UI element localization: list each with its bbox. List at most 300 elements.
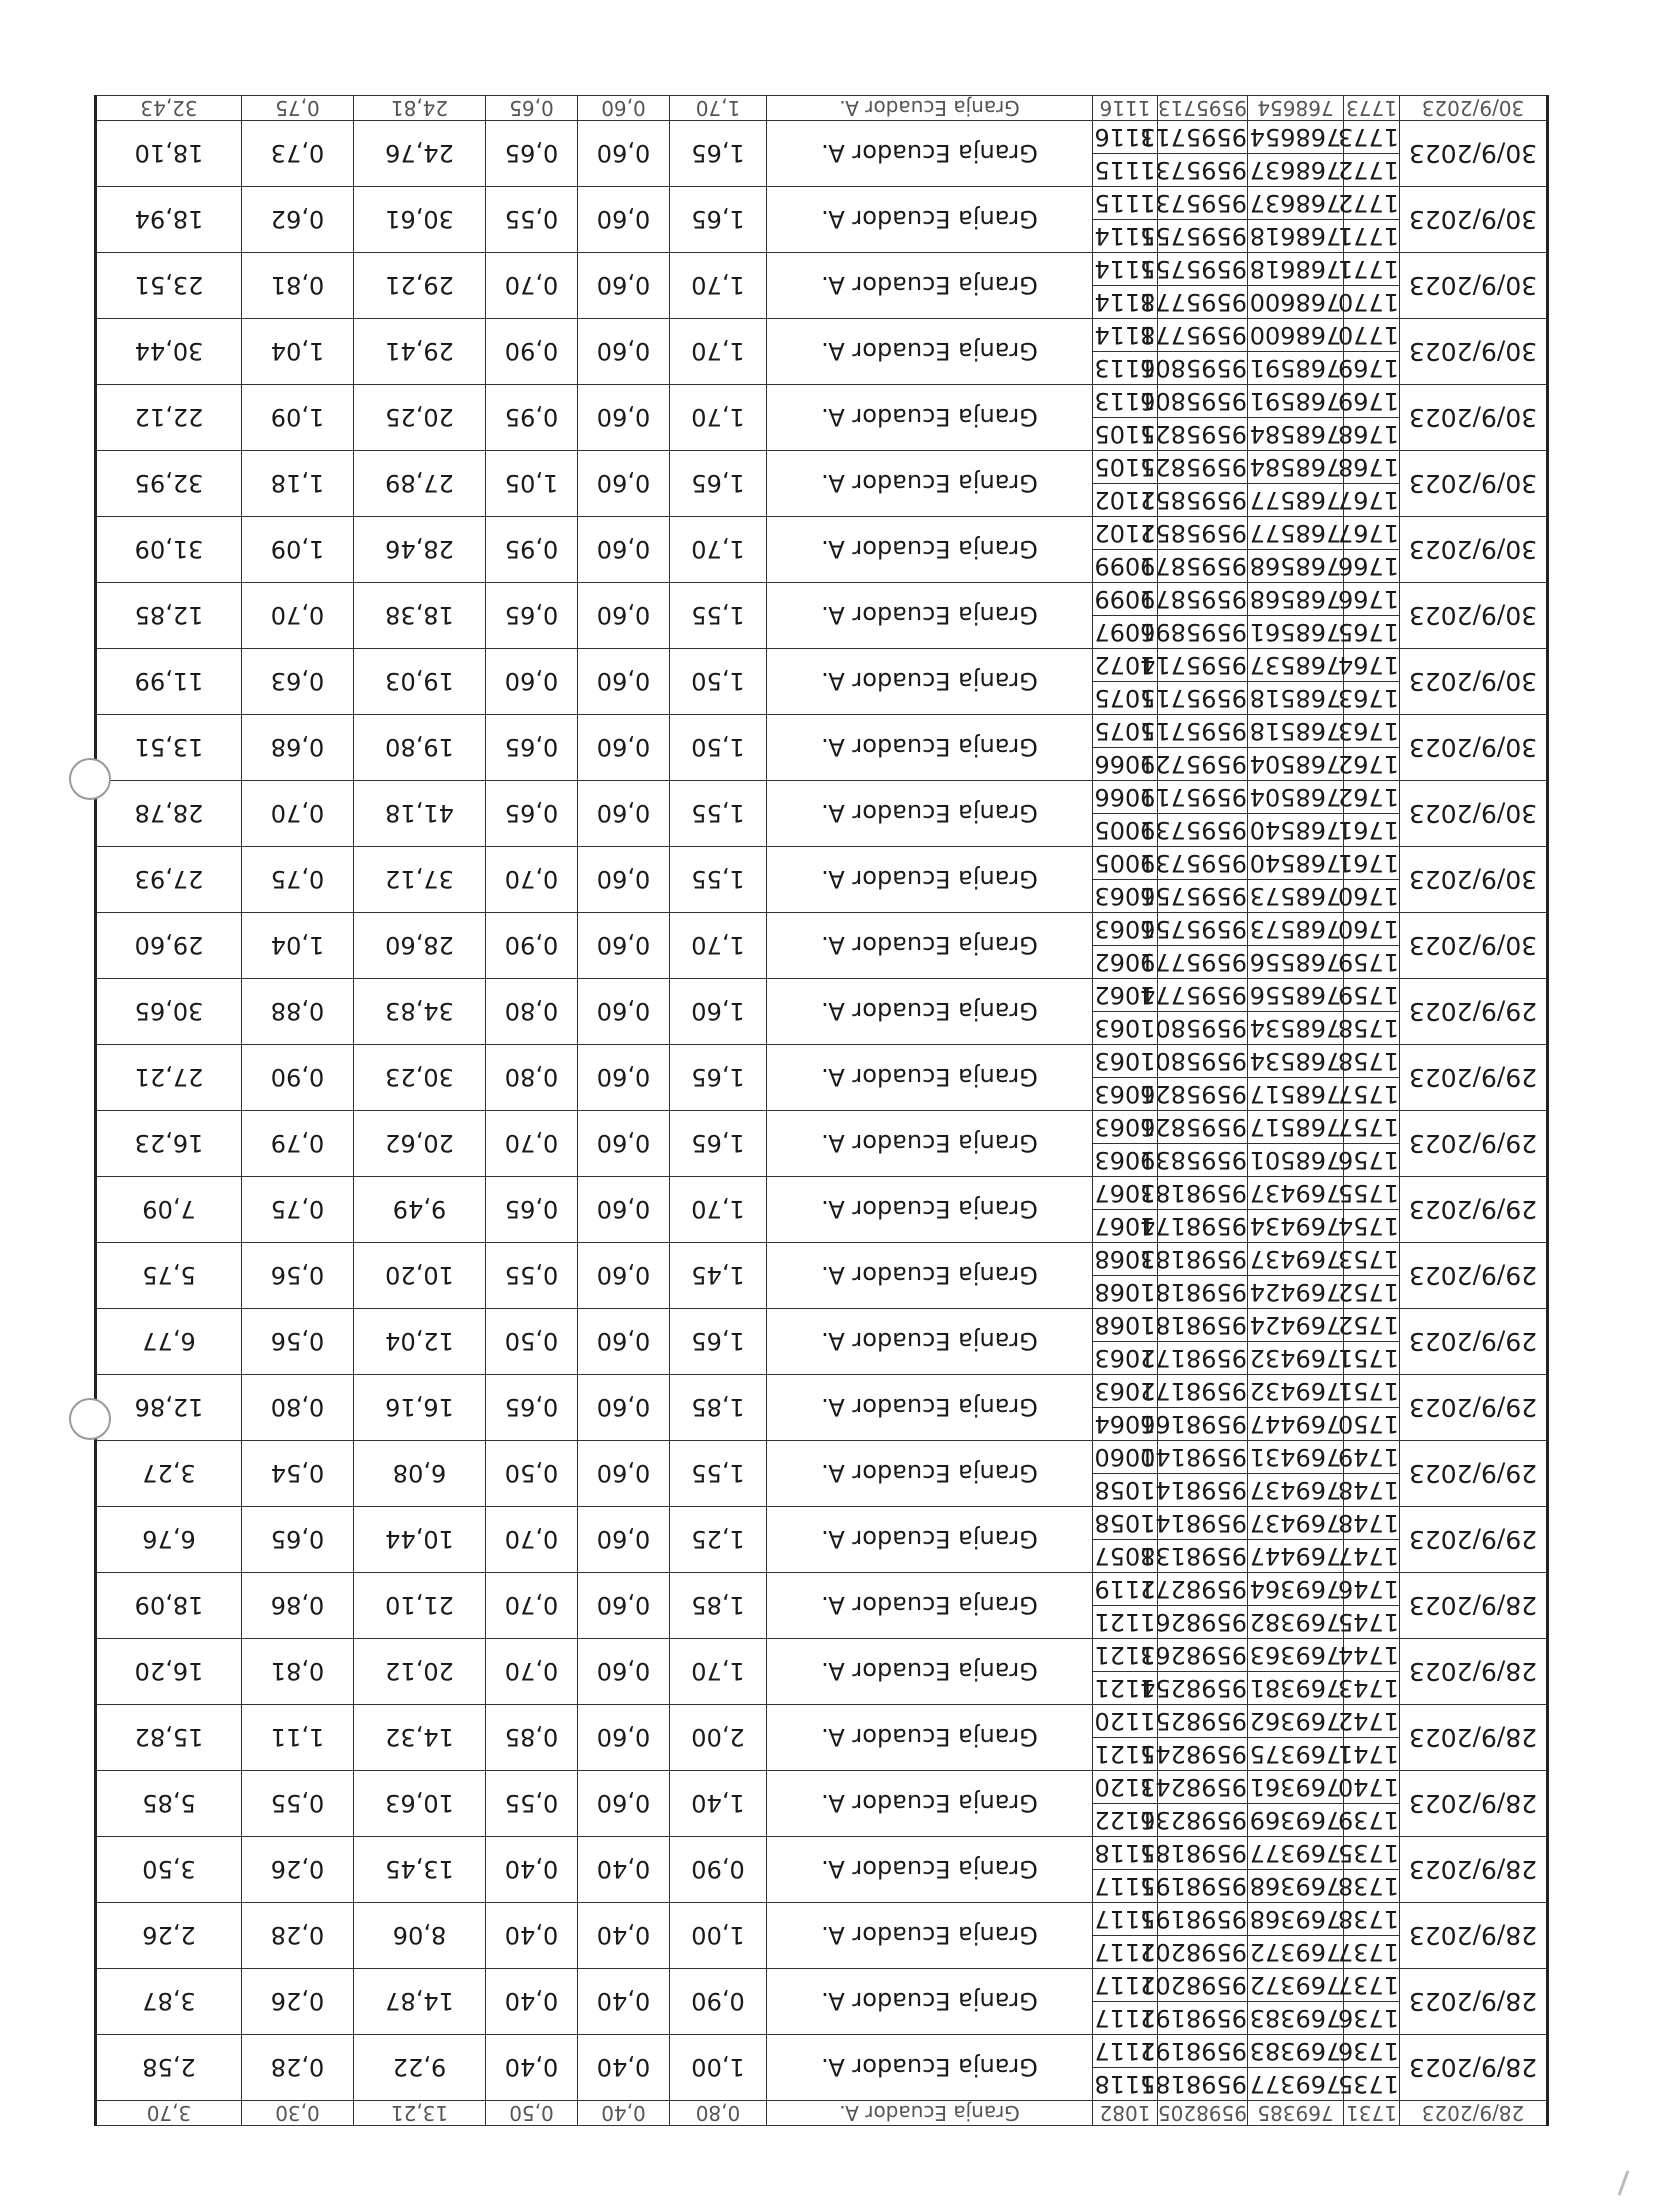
coord-x-cell: 768654 bbox=[1248, 121, 1344, 154]
cell-date: 30/9/2023 bbox=[1400, 96, 1548, 121]
cell-date: 28/9/2023 bbox=[1400, 2101, 1548, 2126]
value-cell-1: 1,55 bbox=[670, 781, 767, 847]
elevation-cell: 1063 bbox=[1093, 1111, 1158, 1144]
value-cell-1: 2,00 bbox=[670, 1705, 767, 1771]
date-cell: 30/9/2023 bbox=[1400, 253, 1548, 319]
value-cell-6: 6,77 bbox=[96, 1309, 242, 1375]
farm-cell: Granja Ecuador A. bbox=[767, 1375, 1093, 1441]
value-cell-5: 1,09 bbox=[242, 517, 354, 583]
point-number-cell: 1736 bbox=[1344, 2002, 1400, 2035]
value-cell-5: 0,28 bbox=[242, 1903, 354, 1969]
point-number-cell: 1742 bbox=[1344, 1705, 1400, 1738]
coord-x-cell: 769432 bbox=[1248, 1342, 1344, 1375]
value-cell-2: 0,60 bbox=[578, 385, 670, 451]
coord-x-cell: 769363 bbox=[1248, 1639, 1344, 1672]
coord-y-cell: 9598254 bbox=[1158, 1672, 1248, 1705]
date-cell: 30/9/2023 bbox=[1400, 715, 1548, 781]
point-number-cell: 1750 bbox=[1344, 1408, 1400, 1441]
point-number-cell: 1768 bbox=[1344, 451, 1400, 484]
value-cell-2: 0,60 bbox=[578, 1309, 670, 1375]
coord-y-cell: 9598183 bbox=[1158, 1243, 1248, 1276]
value-cell-3: 0,65 bbox=[486, 781, 578, 847]
value-cell-6: 18,09 bbox=[96, 1573, 242, 1639]
value-cell-5: 1,18 bbox=[242, 451, 354, 517]
coord-y-cell: 9595755 bbox=[1158, 220, 1248, 253]
elevation-cell: 1066 bbox=[1093, 748, 1158, 781]
elevation-cell: 1063 bbox=[1093, 1045, 1158, 1078]
coord-x-cell: 769382 bbox=[1248, 1606, 1344, 1639]
farm-cell: Granja Ecuador A. bbox=[767, 1969, 1093, 2035]
value-cell-1: 1,70 bbox=[670, 385, 767, 451]
value-cell-3: 0,40 bbox=[486, 1903, 578, 1969]
value-cell-1: 1,65 bbox=[670, 1045, 767, 1111]
value-cell-1: 1,40 bbox=[670, 1771, 767, 1837]
farm-cell: Granja Ecuador A. bbox=[767, 1045, 1093, 1111]
value-cell-5: 0,80 bbox=[242, 1375, 354, 1441]
farm-cell: Granja Ecuador A. bbox=[767, 517, 1093, 583]
value-cell-1: 1,70 bbox=[670, 1177, 767, 1243]
coord-y-cell: 9595714 bbox=[1158, 649, 1248, 682]
value-cell-5: 0,65 bbox=[242, 1507, 354, 1573]
value-cell-1: 1,25 bbox=[670, 1507, 767, 1573]
value-cell-5: 1,04 bbox=[242, 319, 354, 385]
table-row bbox=[96, 1342, 1548, 1375]
coord-y-cell: 9595731 bbox=[1158, 187, 1248, 220]
elevation-cell: 1120 bbox=[1093, 1771, 1158, 1804]
value-cell-6: 29,60 bbox=[96, 913, 242, 979]
value-cell-5: 0,56 bbox=[242, 1309, 354, 1375]
value-cell-5: 0,73 bbox=[242, 121, 354, 187]
date-cell: 28/9/2023 bbox=[1400, 1573, 1548, 1639]
point-number-cell: 1758 bbox=[1344, 1045, 1400, 1078]
coord-y-cell: 9598202 bbox=[1158, 1936, 1248, 1969]
value-cell-5: 0,88 bbox=[242, 979, 354, 1045]
elevation-cell: 1121 bbox=[1093, 1672, 1158, 1705]
elevation-cell: 1063 bbox=[1093, 1375, 1158, 1408]
date-cell: 28/9/2023 bbox=[1400, 1771, 1548, 1837]
point-number-cell: 1762 bbox=[1344, 781, 1400, 814]
value-cell-3: 0,40 bbox=[486, 1837, 578, 1903]
table-row-partial bbox=[96, 2101, 1548, 2126]
value-cell-4: 9,49 bbox=[354, 1177, 486, 1243]
value-cell-5: 0,56 bbox=[242, 1243, 354, 1309]
elevation-cell: 1057 bbox=[1093, 1540, 1158, 1573]
cell-v5: 0,75 bbox=[242, 96, 354, 121]
coord-x-cell: 769437 bbox=[1248, 1507, 1344, 1540]
point-number-cell: 1743 bbox=[1344, 1672, 1400, 1705]
farm-cell: Granja Ecuador A. bbox=[767, 1639, 1093, 1705]
point-number-cell: 1771 bbox=[1344, 253, 1400, 286]
value-cell-6: 18,10 bbox=[96, 121, 242, 187]
value-cell-5: 0,62 bbox=[242, 187, 354, 253]
date-cell: 30/9/2023 bbox=[1400, 517, 1548, 583]
elevation-cell: 1067 bbox=[1093, 1177, 1158, 1210]
table-row bbox=[96, 880, 1548, 913]
farm-cell: Granja Ecuador A. bbox=[767, 451, 1093, 517]
value-cell-6: 13,51 bbox=[96, 715, 242, 781]
value-cell-2: 0,60 bbox=[578, 1639, 670, 1705]
coord-y-cell: 9598263 bbox=[1158, 1639, 1248, 1672]
coord-x-cell: 768537 bbox=[1248, 649, 1344, 682]
value-cell-3: 0,70 bbox=[486, 847, 578, 913]
value-cell-3: 0,95 bbox=[486, 385, 578, 451]
farm-cell: Granja Ecuador A. bbox=[767, 187, 1093, 253]
value-cell-1: 1,65 bbox=[670, 187, 767, 253]
value-cell-3: 0,55 bbox=[486, 1243, 578, 1309]
coord-y-cell: 9595779 bbox=[1158, 946, 1248, 979]
point-number-cell: 1772 bbox=[1344, 187, 1400, 220]
elevation-cell: 1122 bbox=[1093, 1804, 1158, 1837]
cell-v3: 0,65 bbox=[486, 96, 578, 121]
value-cell-1: 1,55 bbox=[670, 1441, 767, 1507]
coord-y-cell: 9595879 bbox=[1158, 550, 1248, 583]
coord-y-cell: 9598174 bbox=[1158, 1210, 1248, 1243]
coord-y-cell: 9598272 bbox=[1158, 1573, 1248, 1606]
table-row bbox=[96, 1474, 1548, 1507]
farm-cell: Granja Ecuador A. bbox=[767, 121, 1093, 187]
point-number-cell: 1735 bbox=[1344, 2068, 1400, 2101]
coord-x-cell: 769437 bbox=[1248, 1474, 1344, 1507]
coord-x-cell: 768556 bbox=[1248, 979, 1344, 1012]
coord-y-cell: 9595801 bbox=[1158, 1012, 1248, 1045]
date-cell: 28/9/2023 bbox=[1400, 1969, 1548, 2035]
elevation-cell: 1118 bbox=[1093, 1837, 1158, 1870]
value-cell-2: 0,60 bbox=[578, 451, 670, 517]
table-row bbox=[96, 550, 1548, 583]
value-cell-5: 0,90 bbox=[242, 1045, 354, 1111]
coord-y-cell: 9595852 bbox=[1158, 484, 1248, 517]
date-cell: 29/9/2023 bbox=[1400, 1441, 1548, 1507]
value-cell-5: 0,75 bbox=[242, 1177, 354, 1243]
coord-x-cell: 769377 bbox=[1248, 2068, 1344, 2101]
point-number-cell: 1738 bbox=[1344, 1903, 1400, 1936]
farm-cell: Granja Ecuador A. bbox=[767, 319, 1093, 385]
coord-y-cell: 9598138 bbox=[1158, 1540, 1248, 1573]
table-row bbox=[96, 1540, 1548, 1573]
value-cell-4: 10,44 bbox=[354, 1507, 486, 1573]
value-cell-6: 32,95 bbox=[96, 451, 242, 517]
farm-cell: Granja Ecuador A. bbox=[767, 1837, 1093, 1903]
value-cell-4: 14,32 bbox=[354, 1705, 486, 1771]
table-row bbox=[96, 418, 1548, 451]
value-cell-4: 9,22 bbox=[354, 2035, 486, 2101]
coord-y-cell: 9595731 bbox=[1158, 154, 1248, 187]
value-cell-4: 29,21 bbox=[354, 253, 486, 319]
coord-y-cell: 9598181 bbox=[1158, 1276, 1248, 1309]
value-cell-1: 1,55 bbox=[670, 847, 767, 913]
farm-cell: Granja Ecuador A. bbox=[767, 1441, 1093, 1507]
value-cell-3: 0,55 bbox=[486, 1771, 578, 1837]
table-row bbox=[96, 1936, 1548, 1969]
point-number-cell: 1739 bbox=[1344, 1804, 1400, 1837]
point-number-cell: 1771 bbox=[1344, 220, 1400, 253]
date-cell: 30/9/2023 bbox=[1400, 583, 1548, 649]
cell-v5: 0,30 bbox=[242, 2101, 354, 2126]
coord-x-cell: 769368 bbox=[1248, 1903, 1344, 1936]
elevation-cell: 1121 bbox=[1093, 1639, 1158, 1672]
elevation-cell: 1102 bbox=[1093, 484, 1158, 517]
elevation-cell: 1113 bbox=[1093, 385, 1158, 418]
coord-y-cell: 9595826 bbox=[1158, 1111, 1248, 1144]
coord-y-cell: 9595739 bbox=[1158, 814, 1248, 847]
elevation-cell: 1068 bbox=[1093, 1243, 1158, 1276]
value-cell-2: 0,60 bbox=[578, 781, 670, 847]
coord-x-cell: 768618 bbox=[1248, 253, 1344, 286]
date-cell: 29/9/2023 bbox=[1400, 1045, 1548, 1111]
coord-x-cell: 768517 bbox=[1248, 1078, 1344, 1111]
value-cell-2: 0,40 bbox=[578, 1969, 670, 2035]
table-row bbox=[96, 220, 1548, 253]
value-cell-2: 0,60 bbox=[578, 979, 670, 1045]
point-number-cell: 1768 bbox=[1344, 418, 1400, 451]
elevation-cell: 1063 bbox=[1093, 1078, 1158, 1111]
elevation-cell: 1005 bbox=[1093, 847, 1158, 880]
value-cell-3: 0,65 bbox=[486, 1177, 578, 1243]
elevation-cell: 1105 bbox=[1093, 418, 1158, 451]
scan-pen-mark bbox=[1618, 2170, 1630, 2195]
cell-farm: Granja Ecuador A. bbox=[767, 2101, 1093, 2126]
coord-x-cell: 768518 bbox=[1248, 715, 1344, 748]
cell-farm: Granja Ecuador A. bbox=[767, 96, 1093, 121]
table-row bbox=[96, 1210, 1548, 1243]
point-number-cell: 1744 bbox=[1344, 1639, 1400, 1672]
elevation-cell: 1058 bbox=[1093, 1474, 1158, 1507]
coord-x-cell: 769364 bbox=[1248, 1573, 1344, 1606]
point-number-cell: 1767 bbox=[1344, 517, 1400, 550]
value-cell-6: 12,86 bbox=[96, 1375, 242, 1441]
coord-x-cell: 768637 bbox=[1248, 154, 1344, 187]
value-cell-4: 21,10 bbox=[354, 1573, 486, 1639]
value-cell-2: 0,60 bbox=[578, 649, 670, 715]
value-cell-6: 23,51 bbox=[96, 253, 242, 319]
coord-x-cell: 769437 bbox=[1248, 1243, 1344, 1276]
value-cell-4: 19,80 bbox=[354, 715, 486, 781]
cell-y: 9595713 bbox=[1157, 96, 1247, 120]
table-row bbox=[96, 1012, 1548, 1045]
value-cell-4: 34,83 bbox=[354, 979, 486, 1045]
value-cell-3: 0,70 bbox=[486, 1507, 578, 1573]
table-row bbox=[96, 286, 1548, 319]
point-number-cell: 1770 bbox=[1344, 319, 1400, 352]
point-number-cell: 1766 bbox=[1344, 550, 1400, 583]
coord-y-cell: 9598195 bbox=[1158, 1870, 1248, 1903]
value-cell-2: 0,60 bbox=[578, 1111, 670, 1177]
point-number-cell: 1766 bbox=[1344, 583, 1400, 616]
point-number-cell: 1740 bbox=[1344, 1771, 1400, 1804]
value-cell-6: 3,87 bbox=[96, 1969, 242, 2035]
point-number-cell: 1737 bbox=[1344, 1936, 1400, 1969]
coord-x-cell: 768568 bbox=[1248, 550, 1344, 583]
date-cell: 29/9/2023 bbox=[1400, 1177, 1548, 1243]
coord-x-cell: 768540 bbox=[1248, 847, 1344, 880]
point-number-cell: 1762 bbox=[1344, 748, 1400, 781]
elevation-cell: 1121 bbox=[1093, 1738, 1158, 1771]
farm-cell: Granja Ecuador A. bbox=[767, 1903, 1093, 1969]
coord-y-cell: 9595715 bbox=[1158, 682, 1248, 715]
cell-z: 1116 bbox=[1093, 96, 1158, 121]
cell-v1: 0,80 bbox=[670, 2101, 767, 2126]
cell-no: 1773 bbox=[1344, 96, 1400, 121]
point-number-cell: 1752 bbox=[1344, 1309, 1400, 1342]
value-cell-2: 0,60 bbox=[578, 187, 670, 253]
value-cell-4: 6,08 bbox=[354, 1441, 486, 1507]
coord-y-cell: 9598185 bbox=[1158, 2068, 1248, 2101]
elevation-cell: 1118 bbox=[1093, 2068, 1158, 2101]
elevation-cell: 1005 bbox=[1093, 814, 1158, 847]
coord-x-cell: 768600 bbox=[1248, 319, 1344, 352]
cell-v6: 32,43 bbox=[96, 96, 242, 121]
coord-y-cell: 9598141 bbox=[1158, 1507, 1248, 1540]
coord-x-cell: 768573 bbox=[1248, 913, 1344, 946]
value-cell-4: 14,87 bbox=[354, 1969, 486, 2035]
coord-y-cell: 9598192 bbox=[1158, 2002, 1248, 2035]
cell-v6: 3,70 bbox=[96, 2101, 242, 2126]
farm-cell: Granja Ecuador A. bbox=[767, 583, 1093, 649]
value-cell-4: 29,41 bbox=[354, 319, 486, 385]
coord-x-cell: 768534 bbox=[1248, 1012, 1344, 1045]
cell-no: 1731 bbox=[1344, 2101, 1400, 2126]
coord-x-cell: 768501 bbox=[1248, 1144, 1344, 1177]
coord-y-cell: 9598261 bbox=[1158, 1606, 1248, 1639]
point-number-cell: 1755 bbox=[1344, 1177, 1400, 1210]
date-cell: 29/9/2023 bbox=[1400, 1375, 1548, 1441]
elevation-cell: 1066 bbox=[1093, 781, 1158, 814]
coord-x-cell: 768540 bbox=[1248, 814, 1344, 847]
value-cell-5: 0,68 bbox=[242, 715, 354, 781]
value-cell-4: 20,62 bbox=[354, 1111, 486, 1177]
value-cell-3: 0,55 bbox=[486, 187, 578, 253]
farm-cell: Granja Ecuador A. bbox=[767, 1177, 1093, 1243]
coord-x-cell: 769447 bbox=[1248, 1408, 1344, 1441]
farm-cell: Granja Ecuador A. bbox=[767, 847, 1093, 913]
date-cell: 29/9/2023 bbox=[1400, 1309, 1548, 1375]
elevation-cell: 1062 bbox=[1093, 946, 1158, 979]
table-row bbox=[96, 484, 1548, 517]
punch-hole-bottom bbox=[69, 758, 111, 800]
point-number-cell: 1735 bbox=[1344, 1837, 1400, 1870]
value-cell-1: 1,00 bbox=[670, 2035, 767, 2101]
value-cell-4: 10,63 bbox=[354, 1771, 486, 1837]
coord-y-cell: 9595778 bbox=[1158, 319, 1248, 352]
value-cell-2: 0,40 bbox=[578, 1837, 670, 1903]
value-cell-3: 0,90 bbox=[486, 319, 578, 385]
coord-y-cell: 9595739 bbox=[1158, 847, 1248, 880]
coord-x-cell: 768577 bbox=[1248, 484, 1344, 517]
elevation-cell: 1105 bbox=[1093, 451, 1158, 484]
value-cell-2: 0,60 bbox=[578, 1705, 670, 1771]
date-cell: 29/9/2023 bbox=[1400, 1243, 1548, 1309]
coord-x-cell: 769434 bbox=[1248, 1210, 1344, 1243]
punch-hole-top bbox=[69, 1398, 111, 1440]
coord-x-cell: 769424 bbox=[1248, 1309, 1344, 1342]
point-number-cell: 1759 bbox=[1344, 946, 1400, 979]
coord-y-cell: 9595729 bbox=[1158, 748, 1248, 781]
coord-x-cell: 769432 bbox=[1248, 1375, 1344, 1408]
elevation-cell: 1117 bbox=[1093, 1870, 1158, 1903]
elevation-cell: 1063 bbox=[1093, 880, 1158, 913]
elevation-cell: 1116 bbox=[1093, 121, 1158, 154]
elevation-cell: 1097 bbox=[1093, 616, 1158, 649]
farm-cell: Granja Ecuador A. bbox=[767, 1309, 1093, 1375]
point-number-cell: 1754 bbox=[1344, 1210, 1400, 1243]
point-number-cell: 1753 bbox=[1344, 1243, 1400, 1276]
value-cell-1: 1,50 bbox=[670, 649, 767, 715]
point-number-cell: 1738 bbox=[1344, 1870, 1400, 1903]
coord-y-cell: 9595879 bbox=[1158, 583, 1248, 616]
elevation-cell: 1102 bbox=[1093, 517, 1158, 550]
elevation-cell: 1099 bbox=[1093, 550, 1158, 583]
value-cell-1: 1,70 bbox=[670, 319, 767, 385]
value-cell-4: 37,12 bbox=[354, 847, 486, 913]
value-cell-5: 0,81 bbox=[242, 253, 354, 319]
point-number-cell: 1770 bbox=[1344, 286, 1400, 319]
value-cell-1: 1,85 bbox=[670, 1573, 767, 1639]
value-cell-6: 3,50 bbox=[96, 1837, 242, 1903]
coord-x-cell: 769437 bbox=[1248, 1177, 1344, 1210]
value-cell-1: 1,65 bbox=[670, 121, 767, 187]
coord-x-cell: 768591 bbox=[1248, 352, 1344, 385]
date-cell: 30/9/2023 bbox=[1400, 121, 1548, 187]
value-cell-4: 41,18 bbox=[354, 781, 486, 847]
value-cell-4: 19,03 bbox=[354, 649, 486, 715]
value-cell-2: 0,60 bbox=[578, 253, 670, 319]
farm-cell: Granja Ecuador A. bbox=[767, 1111, 1093, 1177]
date-cell: 28/9/2023 bbox=[1400, 2035, 1548, 2101]
value-cell-1: 1,45 bbox=[670, 1243, 767, 1309]
coord-x-cell: 768534 bbox=[1248, 1045, 1344, 1078]
coord-x-cell: 768618 bbox=[1248, 220, 1344, 253]
value-cell-2: 0,60 bbox=[578, 1441, 670, 1507]
farm-cell: Granja Ecuador A. bbox=[767, 913, 1093, 979]
coord-x-cell: 768584 bbox=[1248, 418, 1344, 451]
coord-y-cell: 9598141 bbox=[1158, 1474, 1248, 1507]
value-cell-3: 0,40 bbox=[486, 2035, 578, 2101]
table-row bbox=[96, 1804, 1548, 1837]
value-cell-6: 30,65 bbox=[96, 979, 242, 1045]
elevation-cell: 1058 bbox=[1093, 1507, 1158, 1540]
coord-y-cell: 9595715 bbox=[1158, 715, 1248, 748]
coord-y-cell: 9595839 bbox=[1158, 1144, 1248, 1177]
coord-y-cell: 9598166 bbox=[1158, 1408, 1248, 1441]
value-cell-1: 0,90 bbox=[670, 1837, 767, 1903]
date-cell: 30/9/2023 bbox=[1400, 319, 1548, 385]
coord-x-cell: 769368 bbox=[1248, 1870, 1344, 1903]
value-cell-4: 28,46 bbox=[354, 517, 486, 583]
point-number-cell: 1765 bbox=[1344, 616, 1400, 649]
value-cell-5: 0,86 bbox=[242, 1573, 354, 1639]
coord-x-cell: 769377 bbox=[1248, 1837, 1344, 1870]
farm-cell: Granja Ecuador A. bbox=[767, 1507, 1093, 1573]
value-cell-3: 0,70 bbox=[486, 1639, 578, 1705]
value-cell-6: 15,82 bbox=[96, 1705, 242, 1771]
point-number-cell: 1736 bbox=[1344, 2035, 1400, 2068]
coord-y-cell: 9595825 bbox=[1158, 451, 1248, 484]
value-cell-5: 0,81 bbox=[242, 1639, 354, 1705]
value-cell-6: 7,09 bbox=[96, 1177, 242, 1243]
value-cell-3: 0,65 bbox=[486, 1375, 578, 1441]
coord-x-cell: 769372 bbox=[1248, 1969, 1344, 2002]
table-row-partial bbox=[96, 96, 1548, 121]
elevation-cell: 1117 bbox=[1093, 2035, 1158, 2068]
elevation-cell: 1114 bbox=[1093, 220, 1158, 253]
coord-x-cell: 769372 bbox=[1248, 1936, 1344, 1969]
cell-v2: 0,60 bbox=[578, 96, 670, 121]
value-cell-5: 0,28 bbox=[242, 2035, 354, 2101]
value-cell-1: 1,60 bbox=[670, 979, 767, 1045]
point-number-cell: 1769 bbox=[1344, 385, 1400, 418]
coord-x-cell: 769383 bbox=[1248, 2035, 1344, 2068]
value-cell-3: 0,70 bbox=[486, 1111, 578, 1177]
